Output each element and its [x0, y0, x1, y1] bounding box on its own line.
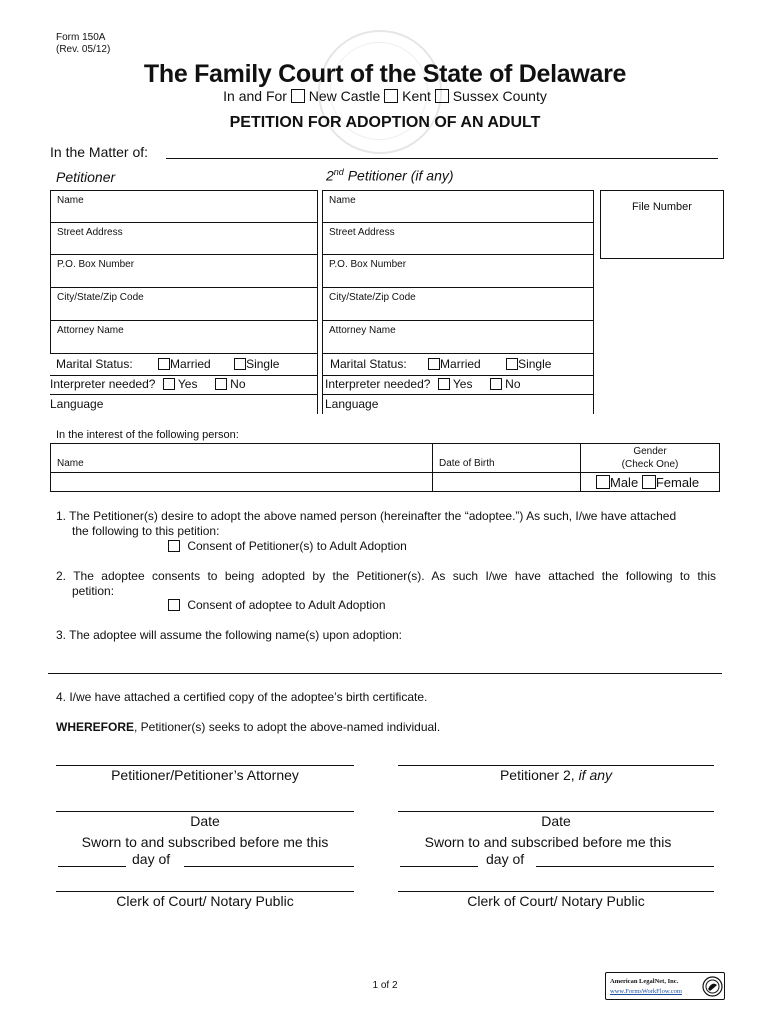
petitioner-signature-line[interactable] — [56, 765, 354, 766]
sworn-day-field-left[interactable] — [58, 866, 126, 867]
item2-text: 2. The adoptee consents to being adopted by the Petitioner(s). As such I/we have attached the following to this — [56, 569, 716, 583]
legalnet-company: American LegalNet, Inc. — [610, 978, 679, 985]
petitioner2-heading: 2nd Petitioner (if any) — [326, 167, 454, 184]
sworn-text-right: Sworn to and subscribed before me this — [424, 834, 672, 850]
petitioner2-date-label: Date — [541, 813, 571, 829]
legalnet-badge — [605, 972, 725, 1000]
file-number-box[interactable] — [600, 190, 724, 259]
petitioner-street-label: Street Address — [57, 227, 123, 238]
adoptee-dob-header — [432, 443, 581, 473]
petitioner-interpreter-yes-checkbox[interactable] — [163, 378, 175, 390]
gender-options — [596, 475, 699, 490]
petitioner-name-label: Name — [57, 195, 84, 206]
petitioner2-single-checkbox[interactable] — [506, 358, 518, 370]
petitioner-status-divider — [50, 375, 318, 376]
day-of-label-right: day of — [486, 851, 525, 867]
sworn-month-field-left[interactable] — [184, 866, 354, 867]
petitioner2-interpreter-yes-checkbox[interactable] — [438, 378, 450, 390]
petitioner2-date-line[interactable] — [398, 811, 714, 812]
petitioner-married-checkbox[interactable] — [158, 358, 170, 370]
clerk-signature-line-right[interactable] — [398, 891, 714, 892]
gender-col-label: Gender — [633, 446, 667, 457]
female-label: Female — [655, 475, 700, 490]
clerk-label-right: Clerk of Court/ Notary Public — [467, 893, 645, 909]
item3-text: 3. The adoptee will assume the following name(s) upon adoption: — [56, 628, 402, 642]
matter-label: In the Matter of: — [50, 144, 149, 160]
gender-check-one-label: (Check One) — [621, 459, 679, 470]
new-castle-label: New Castle — [308, 88, 381, 104]
consent-adoptee-label: Consent of adoptee to Adult Adoption — [187, 598, 386, 612]
page-number: 1 of 2 — [372, 980, 398, 991]
petitioner2-city-field[interactable] — [322, 287, 594, 321]
consent-adoptee-checkbox[interactable] — [168, 599, 180, 611]
clerk-label-left: Clerk of Court/ Notary Public — [116, 893, 294, 909]
wherefore-text: WHEREFORE, Petitioner(s) seeks to adopt the above-named individual. — [56, 720, 441, 734]
adoptee-gender-header — [580, 443, 720, 473]
adoptee-name-field[interactable] — [50, 472, 433, 492]
petitioner2-interpreter — [325, 377, 521, 391]
item2-check-row — [168, 598, 386, 612]
petitioner-city-field[interactable] — [50, 287, 318, 321]
clerk-signature-line-left[interactable] — [56, 891, 354, 892]
form-revision: (Rev. 05/12) — [56, 44, 111, 55]
petitioner2-language-label: Language — [325, 397, 379, 411]
female-checkbox[interactable] — [642, 475, 656, 489]
petitioner-heading: Petitioner — [56, 169, 116, 185]
consent-petitioner-checkbox[interactable] — [168, 540, 180, 552]
petitioner2-no-label: No — [505, 377, 521, 391]
item1-text-cont: the following to this petition: — [72, 524, 220, 538]
petitioner-attorney-label: Attorney Name — [57, 325, 124, 336]
legalnet-logo-icon — [702, 976, 723, 997]
petitioner2-city-label: City/State/Zip Code — [329, 292, 416, 303]
sworn-month-field-right[interactable] — [536, 866, 714, 867]
petitioner-city-label: City/State/Zip Code — [57, 292, 144, 303]
petitioner2-interpreter-no-checkbox[interactable] — [490, 378, 502, 390]
petitioner-yes-label: Yes — [177, 377, 198, 391]
adoptee-dob-col-label: Date of Birth — [439, 458, 495, 469]
petitioner-language-label: Language — [50, 397, 104, 411]
petitioner2-name-field[interactable] — [322, 190, 594, 223]
sworn-text-left: Sworn to and subscribed before me this — [81, 834, 329, 850]
petitioner2-interpreter-label: Interpreter needed? — [325, 377, 431, 391]
petitioner-date-line[interactable] — [56, 811, 354, 812]
county-selection — [0, 88, 770, 104]
petitioner-no-label: No — [230, 377, 246, 391]
adoptee-name-header — [50, 443, 433, 473]
sussex-checkbox[interactable] — [435, 89, 449, 103]
adoptee-dob-field[interactable] — [432, 472, 581, 492]
petitioner-interpreter-divider — [50, 394, 318, 395]
petitioner-married-label: Married — [170, 357, 211, 371]
petitioner2-street-label: Street Address — [329, 227, 395, 238]
item2-text-cont: petition: — [72, 584, 115, 598]
petitioner-name-field[interactable] — [50, 190, 318, 223]
item1-text: 1. The Petitioner(s) desire to adopt the above named person (hereinafter the “adoptee.”) As such, I/we have attached — [56, 509, 677, 523]
petitioner2-single-label: Single — [518, 357, 552, 371]
petitioner-date-label: Date — [190, 813, 220, 829]
petitioner2-yes-label: Yes — [452, 377, 473, 391]
petitioner2-street-field[interactable] — [322, 222, 594, 255]
petitioner2-married-label: Married — [440, 357, 481, 371]
court-title: The Family Court of the State of Delaware — [143, 60, 627, 88]
petition-title: PETITION FOR ADOPTION OF AN ADULT — [229, 114, 541, 131]
new-name-field[interactable] — [48, 673, 722, 674]
petitioner-interpreter-label: Interpreter needed? — [50, 377, 156, 391]
petitioner-pobox-label: P.O. Box Number — [57, 259, 135, 270]
petitioner-single-label: Single — [246, 357, 280, 371]
petitioner2-pobox-field[interactable] — [322, 254, 594, 288]
petitioner-pobox-field[interactable] — [50, 254, 318, 288]
petitioner-marital — [56, 357, 279, 371]
item1-check-row — [168, 539, 407, 553]
petitioner2-married-checkbox[interactable] — [428, 358, 440, 370]
petitioner2-status-divider — [322, 375, 594, 376]
consent-petitioner-label: Consent of Petitioner(s) to Adult Adoption — [187, 539, 407, 553]
petitioner2-pobox-label: P.O. Box Number — [329, 259, 407, 270]
petitioner2-attorney-label: Attorney Name — [329, 325, 396, 336]
petitioner2-interpreter-divider — [322, 394, 594, 395]
file-number-label: File Number — [632, 201, 692, 213]
male-label: Male — [610, 475, 639, 490]
adoptee-name-col-label: Name — [57, 458, 84, 469]
day-of-label-left: day of — [132, 851, 171, 867]
petitioner-attorney-field[interactable] — [50, 320, 318, 354]
sussex-label: Sussex County — [452, 88, 547, 104]
petitioner-signature-label: Petitioner/Petitioner’s Attorney — [111, 767, 299, 783]
interest-label: In the interest of the following person: — [56, 429, 239, 441]
petitioner2-signature-line[interactable] — [398, 765, 714, 766]
petitioner-street-field[interactable] — [50, 222, 318, 255]
petitioner2-marital — [330, 357, 551, 371]
kent-label: Kent — [402, 88, 431, 104]
petitioner-marital-label: Marital Status: — [56, 357, 133, 371]
petitioner2-name-label: Name — [329, 195, 356, 206]
petitioner2-signature-label: Petitioner 2, if any — [499, 767, 613, 783]
legalnet-url[interactable]: www.FormsWorkFlow.com — [610, 988, 682, 995]
male-checkbox[interactable] — [596, 475, 610, 489]
petitioner-interpreter — [50, 377, 246, 391]
petitioner-interpreter-no-checkbox[interactable] — [215, 378, 227, 390]
petitioner2-marital-label: Marital Status: — [330, 357, 407, 371]
item4-text: 4. I/we have attached a certified copy of the adoptee’s birth certificate. — [56, 690, 428, 704]
sworn-day-field-right[interactable] — [400, 866, 478, 867]
form-number: Form 150A — [56, 32, 106, 43]
kent-checkbox[interactable] — [384, 89, 398, 103]
petitioner-single-checkbox[interactable] — [234, 358, 246, 370]
petitioner2-attorney-field[interactable] — [322, 320, 594, 354]
in-and-for-label: In and For — [223, 88, 287, 104]
matter-field[interactable] — [166, 158, 718, 159]
new-castle-checkbox[interactable] — [291, 89, 305, 103]
